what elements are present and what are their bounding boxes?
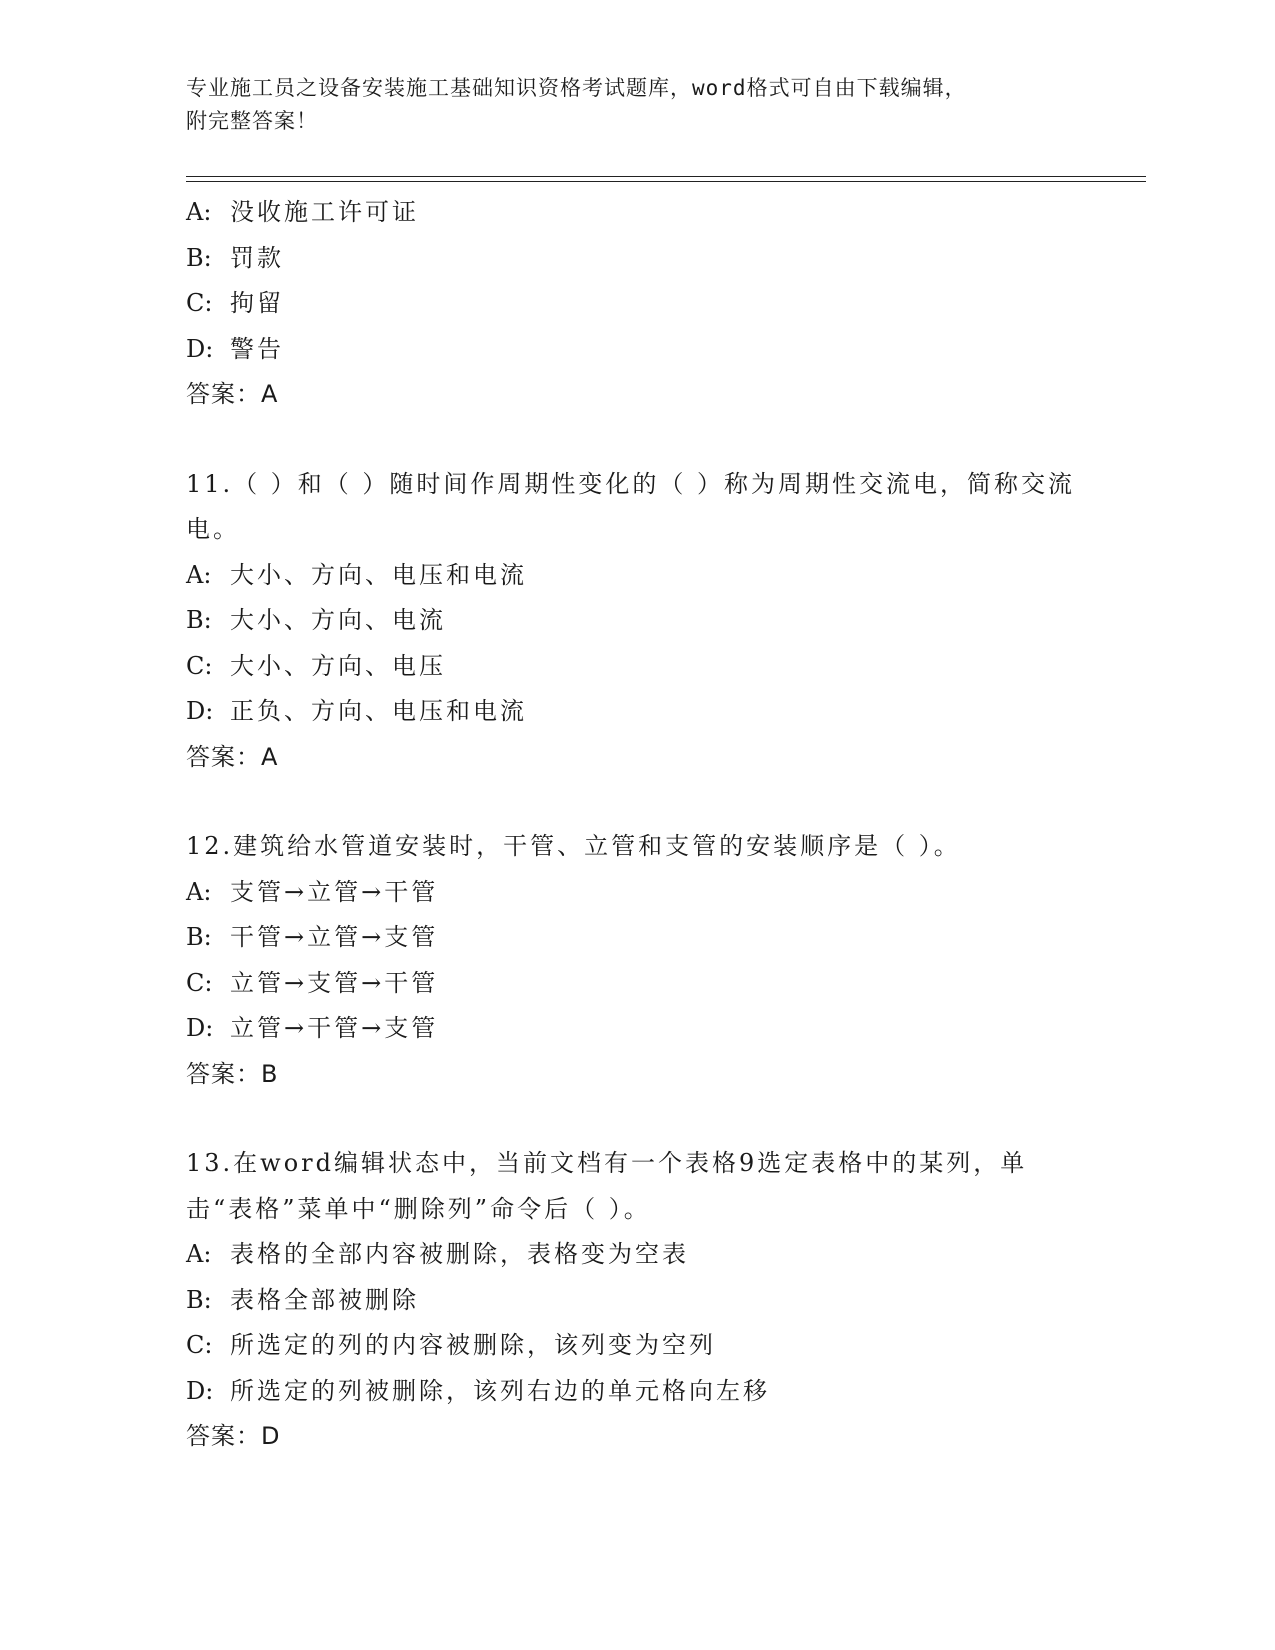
document-header bbox=[186, 72, 1066, 138]
option-letter: A: bbox=[186, 1240, 212, 1268]
option-a bbox=[186, 1232, 1086, 1278]
option-d bbox=[186, 1369, 1086, 1415]
option-c bbox=[186, 1323, 1086, 1369]
option-letter: C: bbox=[186, 651, 213, 680]
option-text: 罚款 bbox=[230, 243, 284, 272]
header-divider-bottom bbox=[186, 181, 1146, 182]
option-letter: B: bbox=[186, 606, 212, 634]
option-b bbox=[186, 915, 1086, 961]
question-block bbox=[186, 824, 1086, 1097]
option-letter: D: bbox=[186, 697, 214, 725]
question-block bbox=[186, 190, 1086, 418]
option-text: 大小、方向、电流 bbox=[230, 606, 446, 634]
option-a bbox=[186, 553, 1086, 599]
answer-line: 答案：B bbox=[186, 1059, 279, 1088]
question-block bbox=[186, 462, 1086, 781]
answer-line: 答案：A bbox=[186, 380, 279, 408]
option-letter: B: bbox=[186, 243, 212, 272]
answer-line: 答案：D bbox=[186, 1422, 281, 1450]
option-letter: A: bbox=[186, 560, 212, 589]
question-list bbox=[186, 190, 1086, 1460]
option-letter: D: bbox=[186, 334, 214, 363]
question-block bbox=[186, 1141, 1086, 1460]
option-letter: A: bbox=[186, 198, 212, 226]
option-d bbox=[186, 689, 1086, 735]
option-c bbox=[186, 281, 1086, 327]
spacer bbox=[186, 780, 1086, 824]
option-text: 表格的全部内容被删除，表格变为空表 bbox=[230, 1240, 689, 1268]
option-text: 立管→支管→干管 bbox=[230, 968, 439, 997]
option-text: 大小、方向、电压 bbox=[230, 651, 446, 680]
option-text: 表格全部被删除 bbox=[230, 1285, 419, 1314]
option-text: 干管→立管→支管 bbox=[230, 923, 439, 951]
option-letter: A: bbox=[186, 877, 212, 906]
option-text: 支管→立管→干管 bbox=[230, 877, 439, 906]
option-c bbox=[186, 961, 1086, 1007]
option-text: 立管→干管→支管 bbox=[230, 1014, 439, 1042]
header-line-2: 附完整答案！ bbox=[186, 109, 318, 133]
option-a bbox=[186, 870, 1086, 916]
answer-line: 答案：A bbox=[186, 742, 279, 771]
header-divider-top bbox=[186, 176, 1146, 177]
option-text: 大小、方向、电压和电流 bbox=[230, 560, 527, 589]
spacer bbox=[186, 1097, 1086, 1141]
option-letter: C: bbox=[186, 968, 213, 997]
option-b bbox=[186, 236, 1086, 282]
option-text: 警告 bbox=[230, 334, 284, 363]
option-letter: B: bbox=[186, 1285, 212, 1314]
option-letter: C: bbox=[186, 1331, 213, 1359]
option-letter: D: bbox=[186, 1376, 214, 1405]
option-b bbox=[186, 598, 1086, 644]
question-stem: 12.建筑给水管道安装时，干管、立管和支管的安装顺序是（ ）。 bbox=[186, 832, 961, 860]
option-c bbox=[186, 644, 1086, 690]
header-line-1: 专业施工员之设备安装施工基础知识资格考试题库，word格式可自由下载编辑， bbox=[186, 76, 967, 100]
option-letter: D: bbox=[186, 1014, 214, 1042]
option-text: 正负、方向、电压和电流 bbox=[230, 697, 527, 725]
option-letter: B: bbox=[186, 923, 212, 951]
option-d bbox=[186, 1006, 1086, 1052]
option-text: 所选定的列的内容被删除，该列变为空列 bbox=[230, 1331, 716, 1359]
option-text: 没收施工许可证 bbox=[230, 198, 419, 226]
option-text: 拘留 bbox=[230, 289, 284, 317]
question-stem: 13.在word编辑状态中，当前文档有一个表格9选定表格中的某列，单击“表格”菜单中“删除列”命令后（ ）。 bbox=[186, 1149, 1028, 1223]
spacer bbox=[186, 418, 1086, 462]
option-letter: C: bbox=[186, 289, 213, 317]
option-a bbox=[186, 190, 1086, 236]
option-b bbox=[186, 1278, 1086, 1324]
option-text: 所选定的列被删除，该列右边的单元格向左移 bbox=[230, 1376, 770, 1405]
question-stem: 11.（ ）和（ ）随时间作周期性变化的（ ）称为周期性交流电，简称交流电。 bbox=[186, 469, 1076, 543]
option-d bbox=[186, 327, 1086, 373]
